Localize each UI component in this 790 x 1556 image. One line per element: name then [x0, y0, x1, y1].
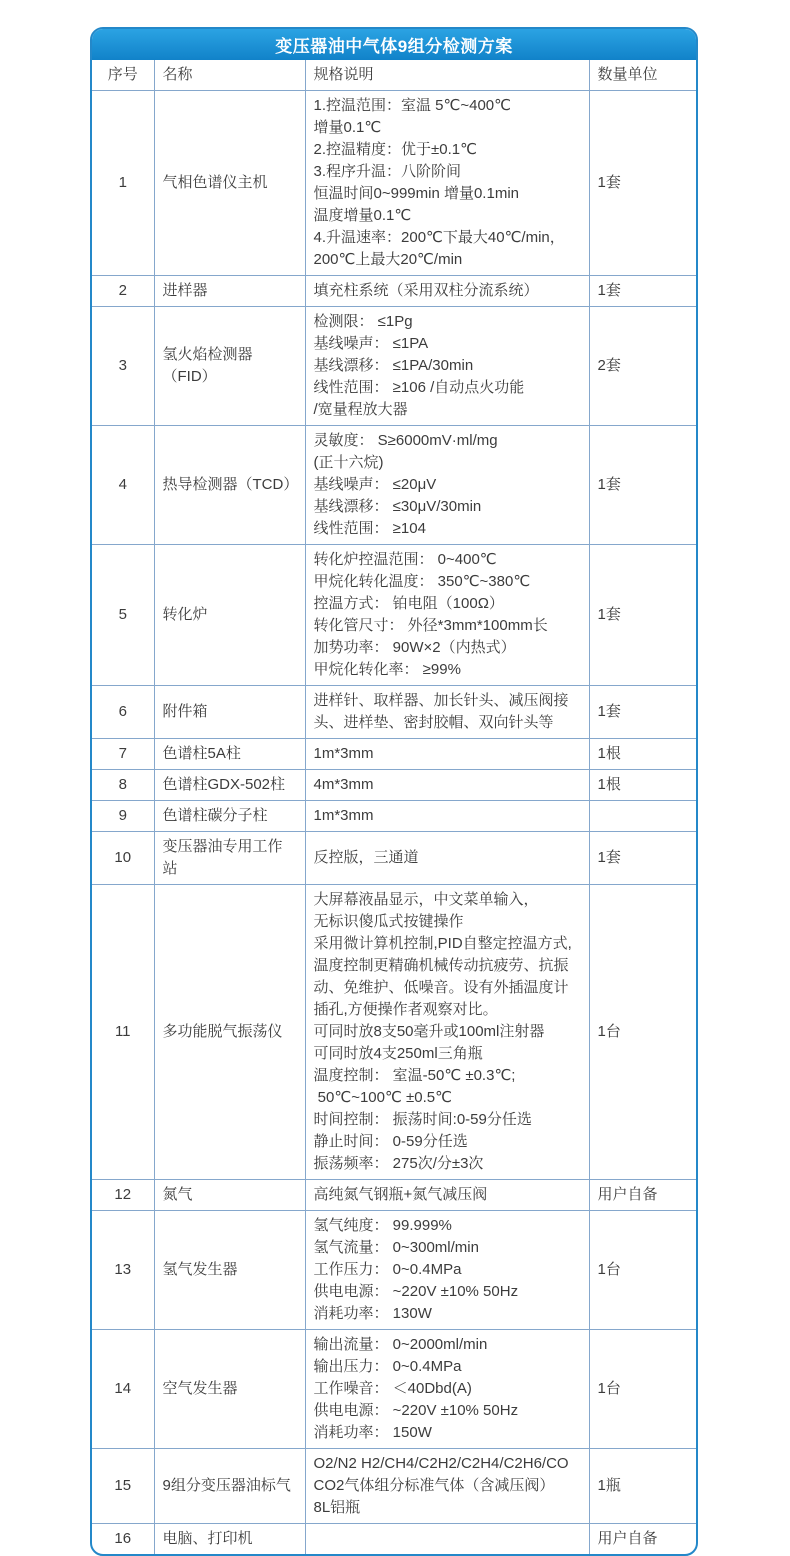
row-spec-cell — [305, 1211, 589, 1330]
spec-line: 灵敏度： S≥6000mV·ml/mg — [313, 432, 498, 449]
row-name-cell: 进样器 — [154, 276, 305, 307]
spec-line: 高纯氮气钢瓶+氮气减压阀 — [313, 1186, 488, 1203]
row-spec-cell — [305, 307, 589, 426]
row-qty-cell: 1套 — [589, 91, 696, 276]
header-row — [92, 60, 696, 91]
table-title-bar — [92, 29, 696, 60]
row-qty-cell: 用户自备 — [589, 1180, 696, 1211]
spec-line: 1m*3mm — [313, 745, 374, 762]
spec-line: (正十六烷) — [313, 454, 384, 471]
row-spec-cell — [305, 1330, 589, 1449]
spec-line: 采用微计算机控制,PID自整定控温方式,温度控制更精确机械传动抗疲劳、抗振动、免维护、低噪音。设有外插温度计插孔,方便操作者观察对比。 — [313, 935, 572, 1018]
spec-line: 线性范围： ≥104 — [313, 520, 426, 537]
spec-line: 无标识傻瓜式按键操作 — [313, 913, 464, 930]
row-name-cell: 氮气 — [154, 1180, 305, 1211]
spec-line: 进样针、取样器、加长针头、减压阀接头、进样垫、密封胶帽、双向针头等 — [313, 692, 569, 731]
spec-line: 线性范围： ≥106 /自动点火功能 — [313, 379, 525, 396]
spec-line: 增量0.1℃ — [313, 119, 382, 136]
row-name-cell: 多功能脱气振荡仪 — [154, 885, 305, 1180]
spec-line: 2.控温精度：优于±0.1℃ — [313, 141, 477, 158]
row-no-cell: 15 — [92, 1449, 154, 1524]
row-spec-cell — [305, 426, 589, 545]
spec-line: 50℃~100℃ ±0.5℃ — [313, 1089, 452, 1106]
row-no-cell: 10 — [92, 832, 154, 885]
row-spec-cell — [305, 801, 589, 832]
row-spec-cell — [305, 885, 589, 1180]
row-no-cell: 1 — [92, 91, 154, 276]
row-spec-cell — [305, 1180, 589, 1211]
col-header-name: 名称 — [154, 60, 305, 91]
row-qty-cell: 1根 — [589, 739, 696, 770]
row-spec-cell — [305, 276, 589, 307]
spec-line: 200℃上最大20℃/min — [313, 251, 463, 268]
table-row — [92, 770, 696, 801]
spec-line: CO2气体组分标准气体（含减压阀） — [313, 1477, 555, 1494]
table-row — [92, 739, 696, 770]
row-qty-cell: 1根 — [589, 770, 696, 801]
spec-line: 输出流量： 0~2000ml/min — [313, 1336, 488, 1353]
spec-line: 温度控制： 室温-50℃ ±0.3℃; — [313, 1067, 516, 1084]
row-no-cell: 16 — [92, 1524, 154, 1555]
table-row — [92, 832, 696, 885]
spec-line: 大屏幕液晶显示，中文菜单输入， — [313, 891, 539, 908]
table-row — [92, 426, 696, 545]
table-row — [92, 885, 696, 1180]
spec-line: 控温方式： 铂电阻（100Ω） — [313, 595, 504, 612]
table-header — [92, 60, 696, 91]
spec-line: 静止时间： 0-59分任选 — [313, 1133, 468, 1150]
spec-line: 1.控温范围：室温 5℃~400℃ — [313, 97, 511, 114]
spec-line: 恒温时间0~999min 增量0.1min — [313, 185, 519, 202]
spec-line: 输出压力： 0~0.4MPa — [313, 1358, 462, 1375]
table-row — [92, 307, 696, 426]
row-no-cell: 11 — [92, 885, 154, 1180]
spec-line: 基线噪声： ≤1PA — [313, 335, 429, 352]
col-header-qty: 数量单位 — [589, 60, 696, 91]
spec-line: 反控版，三通道 — [313, 849, 419, 866]
row-qty-cell: 1台 — [589, 1330, 696, 1449]
col-header-no: 序号 — [92, 60, 154, 91]
spec-line: 氢气纯度： 99.999% — [313, 1217, 452, 1234]
row-name-cell: 电脑、打印机 — [154, 1524, 305, 1555]
row-spec-cell — [305, 739, 589, 770]
row-spec-cell — [305, 1449, 589, 1524]
spec-line: 1m*3mm — [313, 807, 374, 824]
table-row — [92, 91, 696, 276]
row-qty-cell: 1套 — [589, 545, 696, 686]
row-no-cell: 2 — [92, 276, 154, 307]
row-no-cell: 14 — [92, 1330, 154, 1449]
row-qty-cell: 1台 — [589, 885, 696, 1180]
spec-line: 振荡频率： 275次/分±3次 — [313, 1155, 484, 1172]
spec-line: 工作噪音： ＜40Dbd(A) — [313, 1380, 472, 1397]
spec-line: 基线漂移： ≤1PA/30min — [313, 357, 474, 374]
spec-line: 工作压力： 0~0.4MPa — [313, 1261, 462, 1278]
row-qty-cell: 2套 — [589, 307, 696, 426]
spec-line: 消耗功率： 130W — [313, 1305, 432, 1322]
row-qty-cell: 用户自备 — [597, 1530, 658, 1547]
spec-line: 可同时放8支50毫升或100ml注射器 — [313, 1023, 545, 1040]
row-spec-cell — [305, 832, 589, 885]
spec-line: 氢气流量： 0~300ml/min — [313, 1239, 479, 1256]
row-no-cell: 13 — [92, 1211, 154, 1330]
detection-plan-panel — [90, 27, 698, 1556]
row-spec-cell — [305, 545, 589, 686]
spec-line: 甲烷化转化率： ≥99% — [313, 661, 461, 678]
table-row — [92, 1449, 696, 1524]
spec-line: 4m*3mm — [313, 776, 374, 793]
table-row — [92, 276, 696, 307]
row-qty-cell: 1瓶 — [589, 1449, 696, 1524]
table-row — [92, 1524, 696, 1555]
spec-line: 供电电源： ~220V ±10% 50Hz — [313, 1402, 519, 1419]
spec-line: 温度增量0.1℃ — [313, 207, 412, 224]
table-row — [92, 1211, 696, 1330]
row-qty-cell: 1套 — [589, 426, 696, 545]
table-row — [92, 686, 696, 739]
row-name-cell: 色谱柱5A柱 — [154, 739, 305, 770]
spec-line: 转化管尺寸： 外径*3mm*100mm长 — [313, 617, 548, 634]
row-name-cell: 气相色谱仪主机 — [154, 91, 305, 276]
spec-line: 基线噪声： ≤20μV — [313, 476, 437, 493]
row-no-cell: 8 — [92, 770, 154, 801]
row-name-cell: 热导检测器（TCD） — [154, 426, 305, 545]
table-body — [92, 91, 696, 1555]
row-no-cell: 4 — [92, 426, 154, 545]
row-qty-cell: 1套 — [589, 276, 696, 307]
table-title: 变压器油中气体9组分检测方案 — [275, 37, 513, 56]
spec-line: 消耗功率： 150W — [313, 1424, 432, 1441]
spec-line: 8L铝瓶 — [313, 1499, 361, 1516]
row-name-cell: 9组分变压器油标气 — [154, 1449, 305, 1524]
row-qty-cell: 1套 — [589, 832, 696, 885]
row-name-cell: 附件箱 — [154, 686, 305, 739]
row-no-cell: 12 — [92, 1180, 154, 1211]
row-name-cell: 变压器油专用工作站 — [154, 832, 305, 885]
spec-table — [92, 60, 696, 1554]
row-name-cell: 色谱柱GDX-502柱 — [154, 770, 305, 801]
spec-line: 甲烷化转化温度： 350℃~380℃ — [313, 573, 531, 590]
spec-line: 转化炉控温范围： 0~400℃ — [313, 551, 497, 568]
col-header-spec: 规格说明 — [305, 60, 589, 91]
table-row — [92, 545, 696, 686]
row-spec-cell — [305, 91, 589, 276]
row-name-cell: 色谱柱碳分子柱 — [154, 801, 305, 832]
row-no-cell: 9 — [92, 801, 154, 832]
row-name-cell: 空气发生器 — [154, 1330, 305, 1449]
spec-line: /宽量程放大器 — [313, 401, 408, 418]
row-spec-cell — [305, 1524, 589, 1555]
row-no-cell: 3 — [92, 307, 154, 426]
table-row — [92, 1330, 696, 1449]
row-qty-cell — [589, 801, 696, 832]
row-spec-cell — [305, 686, 589, 739]
spec-line: 填充柱系统（采用双柱分流系统） — [313, 282, 539, 299]
row-name-cell: 转化炉 — [154, 545, 305, 686]
row-no-cell: 7 — [92, 739, 154, 770]
spec-line: 4.升温速率：200℃下最大40℃/min， — [313, 229, 565, 246]
spec-line: 3.程序升温：八阶阶间 — [313, 163, 462, 180]
row-qty-cell: 1台 — [589, 1211, 696, 1330]
row-spec-cell — [305, 770, 589, 801]
table-row — [92, 801, 696, 832]
row-name-cell: 氢火焰检测器（FID） — [154, 307, 305, 426]
row-qty-cell: 1套 — [589, 686, 696, 739]
row-no-cell: 6 — [92, 686, 154, 739]
spec-line: O2/N2 H2/CH4/C2H2/C2H4/C2H6/CO — [313, 1455, 569, 1472]
spec-line: 可同时放4支250ml三角瓶 — [313, 1045, 483, 1062]
spec-line: 基线漂移： ≤30μV/30min — [313, 498, 482, 515]
row-no-cell: 5 — [92, 545, 154, 686]
spec-line: 供电电源： ~220V ±10% 50Hz — [313, 1283, 519, 1300]
spec-line: 时间控制： 振荡时间:0-59分任选 — [313, 1111, 532, 1128]
spec-line: 加势功率： 90W×2（内热式） — [313, 639, 516, 656]
spec-line: 检测限： ≤1Pg — [313, 313, 413, 330]
table-row — [92, 1180, 696, 1211]
row-name-cell: 氢气发生器 — [154, 1211, 305, 1330]
